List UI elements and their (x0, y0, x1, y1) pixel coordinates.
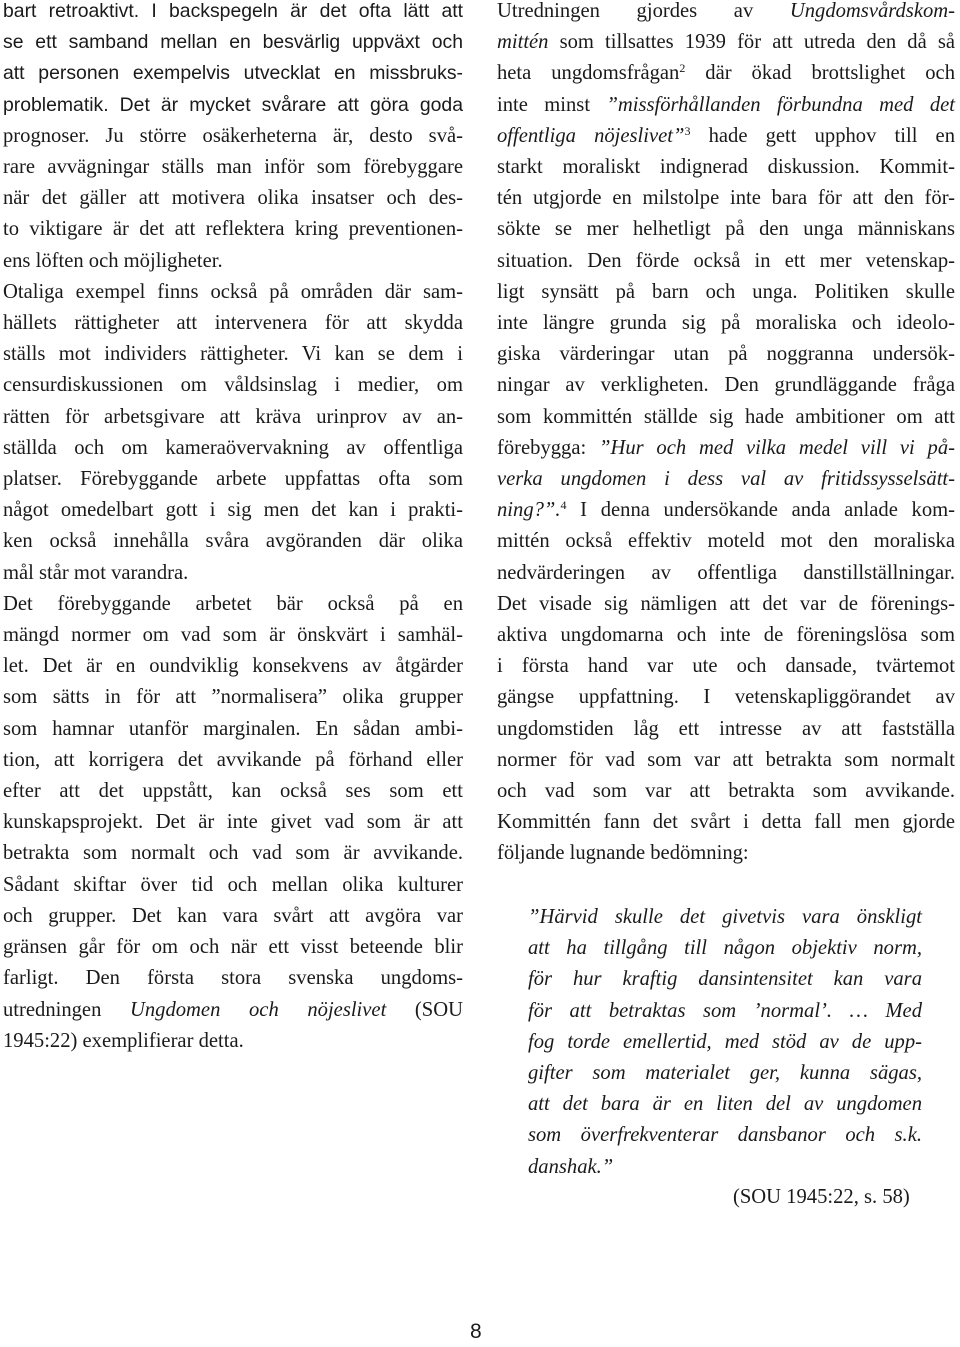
italic-run: ”missförhållanden förbundna med det (606, 93, 955, 116)
text-run: I denna undersökande anda anlade kom- (566, 499, 955, 522)
quote-line: att det bara är en liten del av ungdomen (528, 1093, 922, 1116)
text-line: gränsen går för om och när ett visst beteende blir (3, 936, 463, 959)
quote-line: för att betraktas som ’normal’. … Med (528, 999, 922, 1022)
text-line: Det förebyggande arbetet bär också på en (3, 592, 463, 615)
text-run: förebygga: (497, 436, 599, 459)
text-line: mängd normer om vad som är önskvärt i samhäl- (3, 624, 463, 647)
text-line: kunskapsprojekt. Det är inte givet vad som är att (3, 811, 463, 834)
text-line (497, 58, 955, 89)
text-line: 1945:22) exemplifierar detta. (3, 1029, 244, 1052)
text-run: som tillsattes 1939 för att utreda den då så (548, 31, 955, 54)
text-line: ningar av verkligheten. Den grundläggande fråga (497, 374, 955, 397)
italic-run: ”Hur och med vilka medel vill vi på- (599, 436, 956, 459)
quote-line: danshak.” (528, 1155, 614, 1178)
paragraph-4 (497, 0, 955, 870)
text-line: rätten för arbetsgivare att kräva urinprov av an- (3, 405, 463, 428)
text-line: ligt synsätt på barn och unga. Politiken skulle (497, 280, 955, 303)
text-line: Sådant skiftar över tid och mellan olika kulturer (3, 873, 463, 896)
paragraph-1 (3, 0, 463, 277)
text-line (497, 121, 955, 152)
italic-run: Ungdomsvårdskom- (789, 0, 955, 22)
text-run: inte minst (497, 93, 607, 116)
text-line: ställda och om kameraövervakning av offentliga (3, 436, 463, 459)
text-line (497, 433, 955, 464)
text-line (3, 995, 463, 1026)
quote-line: som överfrekventerar dansbanor och s.k. (528, 1124, 922, 1147)
text-line: tén utgjorde en milstolpe inte bara för att den för- (497, 187, 955, 210)
footnote-marker: 4 (560, 498, 567, 513)
text-run: utredningen (3, 998, 130, 1021)
text-line: betrakta som normalt och vad som är avvikande. (3, 842, 463, 865)
text-line: gängse uppfattning. I vetenskapliggörandet av (497, 686, 955, 709)
text-line: platser. Förebyggande arbete uppfattas ofta som (3, 468, 463, 491)
cited-title: Ungdomen och nöjeslivet (130, 998, 387, 1021)
text-line: starkt moraliskt indignerad diskussion. Kommit- (497, 156, 955, 179)
italic-run: ning?”. (497, 499, 561, 522)
text-run: (SOU (386, 998, 463, 1021)
left-column (3, 0, 463, 1057)
text-line: ställs mot individers rättigheter. Vi kan se dem i (3, 343, 463, 366)
footnote-marker: 3 (684, 123, 691, 138)
text-line: Otaliga exempel finns också på områden där sam- (3, 280, 463, 303)
text-line: sökte se mer helhetligt på den unga människans (497, 218, 955, 241)
text-line: något omedelbart gott i sig men det kan i prakti- (3, 499, 463, 522)
text-line (497, 27, 955, 58)
footnote-marker: 2 (679, 61, 686, 76)
paragraph-2 (3, 277, 463, 589)
italic-run: offentliga nöjeslivet” (497, 124, 685, 147)
text-run: där ökad brottslighet och (685, 62, 955, 85)
text-line: rare avvägningar ställs man inför som förebyggare (3, 156, 463, 179)
text-line: nedvärderingen av offentliga danstillställningar. (497, 561, 955, 584)
quote-citation: (SOU 1945:22, s. 58) (733, 1186, 910, 1208)
text-line: se ett samband mellan en besvärlig uppväxt och (3, 31, 463, 54)
text-line: i första hand var ute och dansade, tvärtemot (497, 655, 955, 678)
text-run: Utredningen gjordes av (497, 0, 790, 22)
text-line (497, 90, 955, 121)
text-line: mittén också effektiv moteld mot den moraliska (497, 530, 955, 553)
text-line: ungdomstiden låg ett intresse av att fastställa (497, 717, 955, 740)
text-run: heta ungdomsfrågan (497, 62, 680, 85)
text-line: giska värderingar utan på noggranna undersök- (497, 343, 955, 366)
text-line: censurdiskussionen om våldsinslag i medier, om (3, 374, 463, 397)
text-line: Det visade sig nämligen att det var de förenings- (497, 592, 955, 615)
text-line: to viktigare är det att reflektera kring preventionen- (3, 218, 463, 241)
quote-line: ”Härvid skulle det givetvis vara önskligt (528, 906, 922, 928)
text-line: och vad som var att betrakta som avvikande. (497, 780, 955, 803)
text-line: aktiva ungdomarna och inte de föreningslösa som (497, 624, 955, 647)
paragraph-3 (3, 589, 463, 1057)
text-line: efter att det uppstått, kan också ses som ett (3, 780, 463, 803)
text-line: inte längre grunda sig på moraliska och ideolo- (497, 312, 955, 335)
text-line: hällets rättigheter att intervenera för att skydda (3, 312, 463, 335)
quote-line: för hur kraftig dansintensitet kan vara (528, 968, 922, 991)
italic-run: mittén (497, 31, 549, 54)
text-line: som hamnar utanför marginalen. En sådan ambi- (3, 717, 463, 740)
text-line (497, 0, 955, 27)
text-line: tion, att korrigera det avvikande på förhand eller (3, 748, 463, 771)
text-line: situation. Den förde också in ett mer vetenskap- (497, 249, 955, 272)
text-line: och grupper. Det kan vara svårt att avgöra var (3, 904, 463, 927)
page-number: 8 (470, 1320, 482, 1343)
italic-run: verka ungdomen i dess val av fritidssysselsätt- (497, 468, 955, 491)
text-line: när det gäller att motivera olika insatser och des- (3, 187, 463, 210)
text-line: Kommittén fann det svårt i detta fall men gjorde (497, 811, 955, 834)
text-line (497, 464, 955, 495)
text-line: som kommittén ställde sig hade ambitioner om att (497, 405, 955, 428)
quote-line: fog torde emellertid, med stöd av de upp- (528, 1030, 922, 1053)
text-run: hade gett upphov till en (690, 124, 955, 147)
text-line: bart retroaktivt. I backspegeln är det ofta lätt att (3, 0, 463, 22)
text-line: farligt. Den första stora svenska ungdoms- (3, 967, 463, 990)
quote-line: att ha tillgång till någon objektiv norm, (528, 937, 922, 960)
right-column (497, 0, 955, 870)
block-quote (528, 902, 922, 1183)
text-line: som sätts in för att ”normalisera” olika grupper (3, 686, 463, 709)
quote-line: gifter som materialet ger, kunna sägas, (528, 1062, 922, 1085)
text-line: följande lugnande bedömning: (497, 842, 749, 865)
text-line: mål står mot varandra. (3, 561, 189, 584)
text-line: ken också innehålla svåra avgöranden där olika (3, 530, 463, 553)
text-line: att personen exempelvis utvecklat en missbruks- (3, 62, 463, 85)
text-line (497, 495, 955, 526)
text-line: let. Det är en oundviklig konsekvens av åtgärder (3, 655, 463, 678)
text-line: problematik. Det är mycket svårare att göra goda (3, 93, 463, 116)
text-line: prognoser. Ju större osäkerheterna är, desto svå- (3, 124, 463, 147)
text-line: normer för vad som var att betrakta som normalt (497, 748, 955, 771)
text-line: ens löften och möjligheter. (3, 249, 223, 272)
